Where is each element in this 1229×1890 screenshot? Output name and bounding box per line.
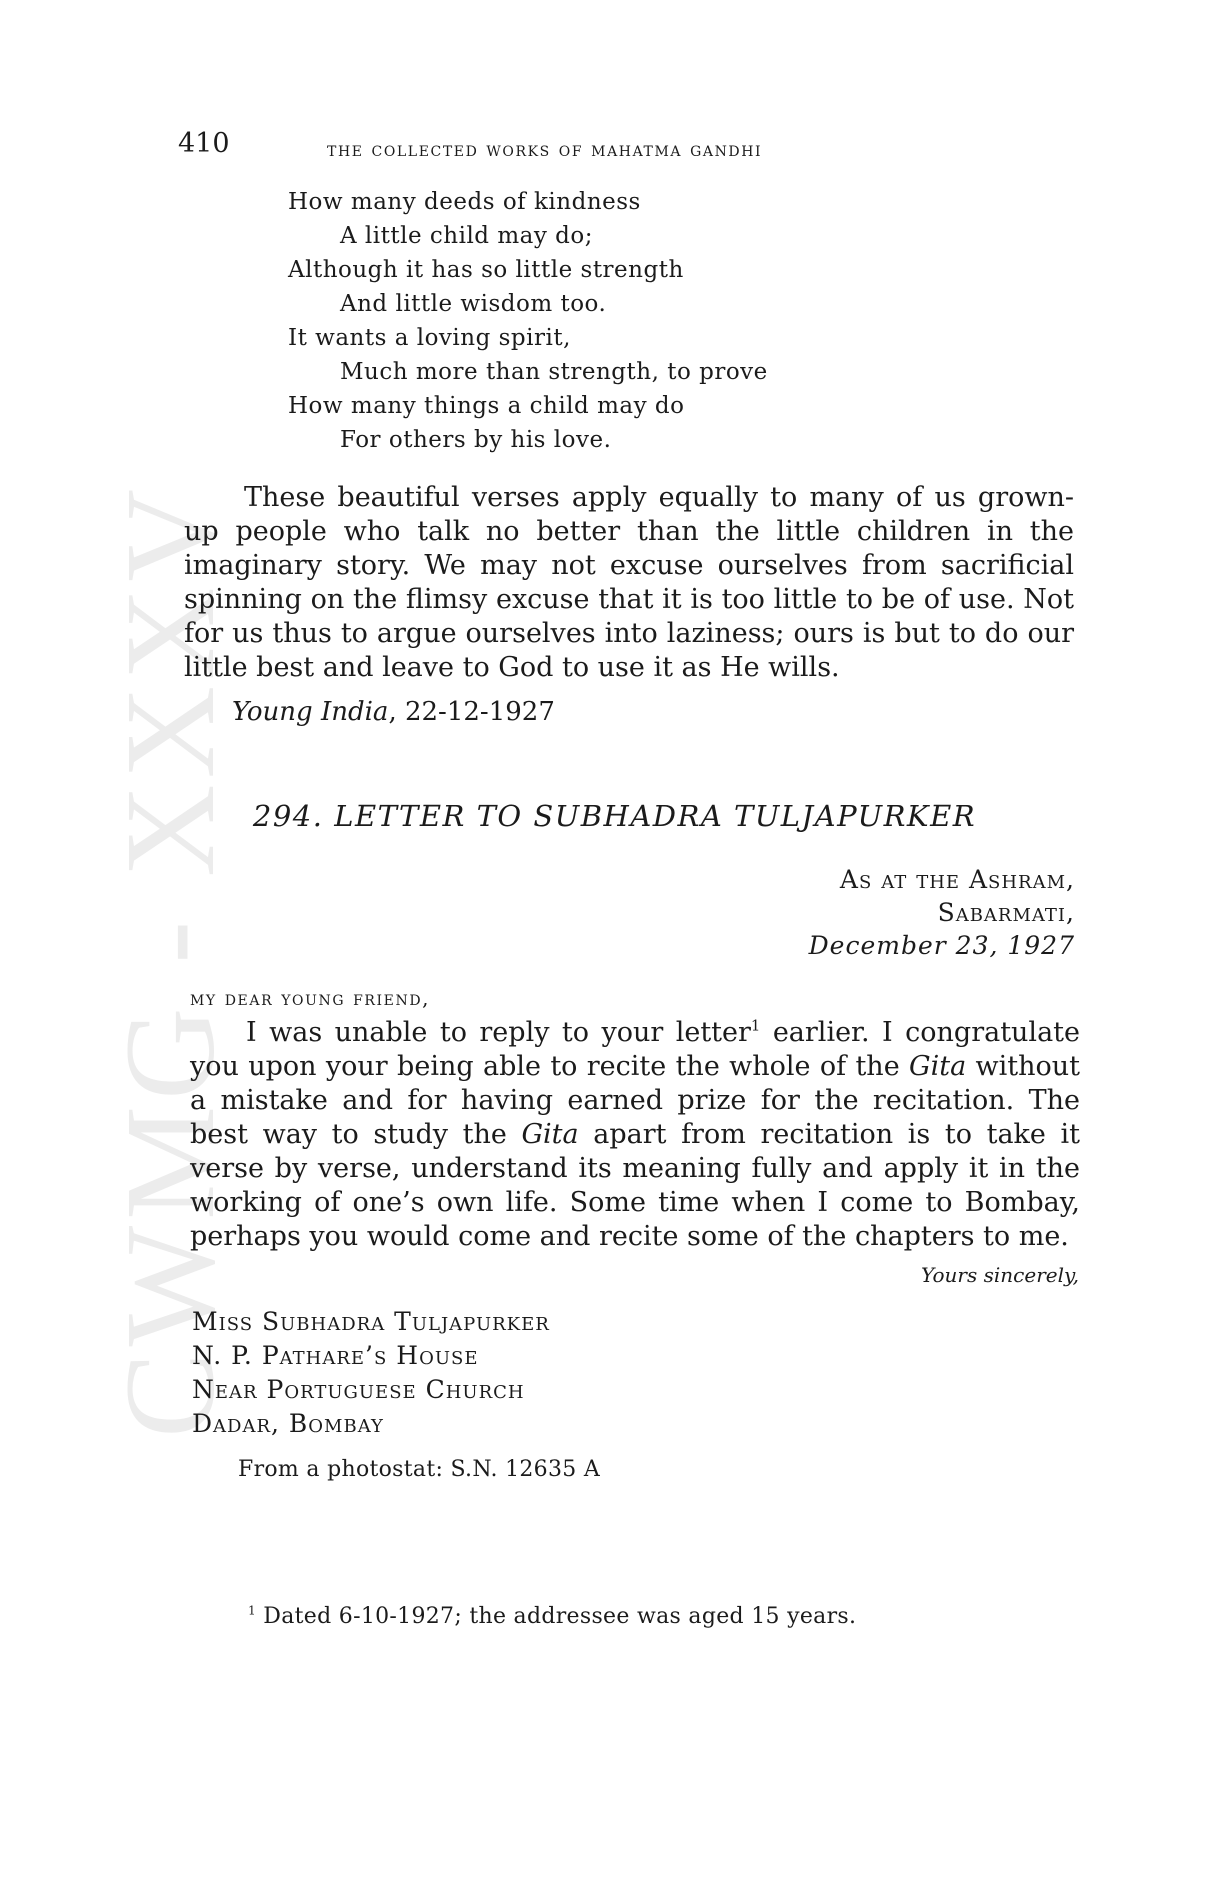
source-note: From a photostat: S.N. 12635 A [238,1457,601,1482]
addressee-block [192,1305,550,1441]
source-date: , 22-12-1927 [388,697,555,727]
poem-line: A little child may do; [340,223,593,249]
place-line: Sabarmati, [937,898,1075,927]
letter-date: December 23, 1927 [808,931,1075,960]
poem-line: How many things a child may do [288,393,685,419]
letter-heading [0,799,1229,833]
place-line: As at the Ashram, [839,865,1075,894]
poem-line: Much more than strength, to prove [340,359,768,385]
addressee-line: Miss Subhadra Tuljapurker [192,1307,550,1336]
source-citation [232,697,555,727]
gita-title: Gita [909,1051,967,1082]
body-text: without a mistake and for having earned prize for the recitation. The best way to study the [190,1051,1080,1150]
poem-line: For others by his love. [340,427,612,453]
letter-place-date [809,863,1075,962]
footnote-text: Dated 6-10-1927; the addressee was aged 15 years. [256,1604,857,1629]
addressee-line: N. P. Pathare’s House [192,1341,479,1370]
watermark-text: CWMG - XXXV [98,482,241,1438]
source-publication: Young India [232,697,389,727]
footnote-reference: 1 [750,1016,761,1035]
body-text: earlier. I congratulate you upon your being able to recite the whole of the [190,1017,1080,1082]
gita-title: Gita [521,1119,579,1150]
body-text: apart from recitation is to take it verse by verse, understand its meaning fully and apply it in the working of one’s own life. Some time when I come to Bombay, perhaps you would come and recite some of the chapters to me. [190,1119,1080,1252]
running-title: the collected works of mahatma gandhi [327,137,763,161]
addressee-line: Near Portuguese Church [192,1375,525,1404]
body-text: I was unable to reply to your letter [246,1017,751,1048]
poem-line: And little wisdom too. [340,291,607,317]
closing: Yours sincerely, [921,1263,1079,1287]
letter-number: 294. [252,799,324,833]
letter-body [190,1016,1080,1254]
footnote [248,1604,856,1629]
salutation: my dear young friend, [190,986,431,1010]
poem-line: It wants a loving spirit, [288,325,571,351]
page-number: 410 [178,128,230,159]
poem-line: Although it has so little strength [288,257,684,283]
commentary-paragraph: These beautiful verses apply equally to many of us grown-up people who talk no better than the little children in the imaginary story. We may not excuse ourselves from sacrificial spinning on the flimsy excuse that it is too little to be of use. Not for us thus to argue ourselves into laziness; ours is but to do our little best and leave to God to use it as He wills. [184,482,1074,683]
footnote-marker: 1 [248,1603,256,1618]
letter-title: LETTER TO SUBHADRA TULJAPURKER [334,799,977,833]
poem [288,185,768,457]
addressee-line: Dadar, Bombay [192,1409,384,1438]
poem-line: How many deeds of kindness [288,189,641,215]
